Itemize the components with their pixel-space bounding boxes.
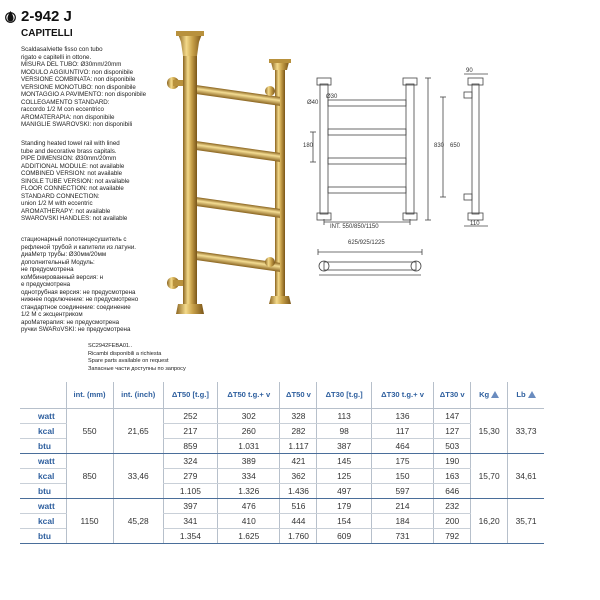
table-row	[20, 498, 544, 513]
value-cell: 1.105	[163, 483, 217, 498]
value-cell: 387	[317, 438, 371, 453]
value-cell: 163	[434, 468, 471, 483]
value-cell: 147	[434, 408, 471, 423]
value-cell: 609	[317, 528, 371, 543]
value-cell: 444	[280, 513, 317, 528]
weight-triangle-icon	[528, 391, 536, 398]
value-cell: 302	[218, 408, 280, 423]
column-header: ΔT30 [t.g.]	[317, 382, 371, 408]
description-line: PIPE DIMENSION: Ø30mm/20mm	[21, 155, 117, 162]
dim-widths: 625/925/1225	[348, 240, 385, 246]
column-header: ΔT50 v	[280, 382, 317, 408]
value-cell: 389	[218, 453, 280, 468]
column-header: int. (inch)	[113, 382, 163, 408]
weight-kg: 15,30	[471, 408, 508, 453]
description-line: union 1/2 M with eccentric	[21, 200, 93, 207]
value-cell: 127	[434, 423, 471, 438]
value-cell: 232	[434, 498, 471, 513]
description-line: ручки SWARoVSKI: не предусмотрена	[21, 326, 131, 333]
weight-triangle-icon	[491, 391, 499, 398]
value-cell: 214	[371, 498, 433, 513]
description-line: SWAROVSKI HANDLES: not available	[21, 215, 128, 222]
size-inch: 21,65	[113, 408, 163, 453]
value-cell: 464	[371, 438, 433, 453]
value-cell: 476	[218, 498, 280, 513]
spare-line: Запасные части доступны по запросу	[88, 365, 186, 372]
value-cell: 190	[434, 453, 471, 468]
value-cell: 145	[317, 453, 371, 468]
value-cell: 421	[280, 453, 317, 468]
description-line: дополнительный Модуль:	[21, 258, 95, 266]
weight-kg: 15,70	[471, 453, 508, 498]
description-line: raccordo 1/2 M con eccentrico	[21, 106, 104, 113]
table-row	[20, 408, 544, 423]
value-cell: 113	[317, 408, 371, 423]
table-row	[20, 453, 544, 468]
description-english	[21, 140, 171, 223]
value-cell: 1.031	[218, 438, 280, 453]
description-line: ароМатерапия: не предусмотрена	[21, 318, 120, 326]
description-line: MISURA DEL TUBO: Ø30mm/20mm	[21, 61, 122, 68]
description-line: е предусмотрена	[21, 281, 71, 288]
value-cell: 397	[163, 498, 217, 513]
dim-diameter-40: Ø40	[307, 100, 319, 106]
description-line: Scaldasalviette fisso con tubo	[21, 46, 103, 53]
value-cell: 597	[371, 483, 433, 498]
description-line: диаМетр трубы: Ø30мм/20мм	[21, 251, 107, 258]
value-cell: 179	[317, 498, 371, 513]
weight-lb: 33,73	[508, 408, 544, 453]
value-cell: 282	[280, 423, 317, 438]
description-line: нижнее подключение: не предусмотрено	[21, 296, 139, 303]
value-cell: 260	[218, 423, 280, 438]
description-line: MANIGLIE SWAROVSKI: non disponibili	[21, 121, 133, 128]
value-cell: 328	[280, 408, 317, 423]
spare-line: SC2942FEBA01..	[88, 343, 133, 349]
description-line: COLLEGAMENTO STANDARD:	[21, 98, 110, 106]
technical-drawing-side	[458, 72, 500, 232]
value-cell: 125	[317, 468, 371, 483]
dim-interaxis: INT. 550/850/1150	[330, 224, 379, 230]
unit-label: watt	[20, 453, 66, 468]
value-cell: 279	[163, 468, 217, 483]
product-model: CAPITELLI	[21, 28, 73, 39]
value-cell: 792	[434, 528, 471, 543]
column-header: ΔT30 t.g.+ v	[371, 382, 433, 408]
specs-table	[20, 382, 544, 544]
value-cell: 324	[163, 453, 217, 468]
value-cell: 1.760	[280, 528, 317, 543]
description-line: VERSIONE MONOTUBO: non disponibile	[21, 83, 136, 91]
value-cell: 154	[317, 513, 371, 528]
dim-height-830: 830	[434, 143, 445, 149]
technical-drawing-top	[310, 248, 430, 283]
value-cell: 859	[163, 438, 217, 453]
value-cell: 516	[280, 498, 317, 513]
value-cell: 410	[218, 513, 280, 528]
description-line: Standing heated towel rail with lined	[21, 140, 120, 147]
column-header: ΔT50 [t.g.]	[163, 382, 217, 408]
value-cell: 200	[434, 513, 471, 528]
description-line: AROMATERAPIA: non disponibile	[21, 113, 115, 121]
dim-diameter-30: Ø30	[326, 94, 338, 100]
description-line: 1/2 M с эксцентриком	[21, 311, 83, 318]
value-cell: 362	[280, 468, 317, 483]
description-line: rigato e capitelli in ottone.	[21, 53, 92, 61]
spare-line: Ricambi disponibili a richiesta	[88, 350, 162, 357]
description-line: стационарный полотенцесушитель с	[21, 236, 127, 243]
description-italian	[21, 46, 171, 129]
unit-label: watt	[20, 498, 66, 513]
dim-depth-90: 90	[466, 68, 473, 74]
description-line: MONTAGGIO A PAVIMENTO: non disponibile	[21, 91, 147, 98]
spare-line: Spare parts available on request	[88, 358, 169, 365]
size-mm: 550	[66, 408, 113, 453]
column-header: int. (mm)	[66, 382, 113, 408]
unit-label: kcal	[20, 423, 66, 438]
description-line: AROMATHERAPY: not available	[21, 207, 111, 215]
weight-lb: 34,61	[508, 453, 544, 498]
water-drop-icon	[5, 10, 16, 23]
value-cell: 646	[434, 483, 471, 498]
description-line: ADDITIONAL MODULE: not available	[21, 162, 125, 170]
value-cell: 341	[163, 513, 217, 528]
unit-label: kcal	[20, 513, 66, 528]
description-line: стандартное соединение: соединение	[21, 303, 131, 311]
technical-drawing-front	[298, 72, 463, 232]
value-cell: 1.625	[218, 528, 280, 543]
value-cell: 98	[317, 423, 371, 438]
dim-depth-110: 110	[470, 221, 480, 227]
value-cell: 503	[434, 438, 471, 453]
value-cell: 334	[218, 468, 280, 483]
size-inch: 33,46	[113, 453, 163, 498]
size-mm: 1150	[66, 498, 113, 543]
size-inch: 45,28	[113, 498, 163, 543]
towel-rail-photo	[160, 28, 305, 318]
description-line: не предусмотрена	[21, 266, 74, 273]
description-line: однотрубная версия: не предусмотрена	[21, 288, 136, 296]
column-header: Kg	[471, 382, 508, 408]
description-line: STANDARD CONNECTION:	[21, 192, 100, 200]
value-cell: 497	[317, 483, 371, 498]
size-mm: 850	[66, 453, 113, 498]
unit-label: btu	[20, 483, 66, 498]
column-header: Lb	[508, 382, 544, 408]
description-line: FLOOR CONNECTION: not available	[21, 185, 124, 192]
value-cell: 117	[371, 423, 433, 438]
dim-height-180: 180	[303, 143, 314, 149]
description-line: SINGLE TUBE VERSION: not available	[21, 177, 130, 185]
column-header	[20, 382, 66, 408]
unit-label: kcal	[20, 468, 66, 483]
description-line: COMBINED VERSION: not available	[21, 170, 123, 177]
value-cell: 1.436	[280, 483, 317, 498]
value-cell: 184	[371, 513, 433, 528]
description-line: VERSIONE COMBINATA: non disponibile	[21, 76, 136, 83]
value-cell: 150	[371, 468, 433, 483]
value-cell: 175	[371, 453, 433, 468]
value-cell: 217	[163, 423, 217, 438]
description-russian	[21, 236, 171, 334]
description-line: MODULO AGGIUNTIVO: non disponibile	[21, 68, 134, 76]
description-line: рефленой трубой и капители из латуни.	[21, 243, 137, 251]
column-header: ΔT50 t.g.+ v	[218, 382, 280, 408]
value-cell: 731	[371, 528, 433, 543]
dim-height-650: 650	[450, 143, 461, 149]
column-header: ΔT30 v	[434, 382, 471, 408]
product-code: 2-942 J	[21, 8, 72, 25]
value-cell: 136	[371, 408, 433, 423]
value-cell: 1.354	[163, 528, 217, 543]
value-cell: 1.117	[280, 438, 317, 453]
spare-parts-note	[88, 343, 186, 373]
description-line: коМбинированный версия: н	[21, 273, 104, 281]
value-cell: 252	[163, 408, 217, 423]
unit-label: btu	[20, 528, 66, 543]
weight-kg: 16,20	[471, 498, 508, 543]
unit-label: btu	[20, 438, 66, 453]
weight-lb: 35,71	[508, 498, 544, 543]
value-cell: 1.326	[218, 483, 280, 498]
description-line: tube and decorative brass capitals.	[21, 147, 117, 155]
unit-label: watt	[20, 408, 66, 423]
